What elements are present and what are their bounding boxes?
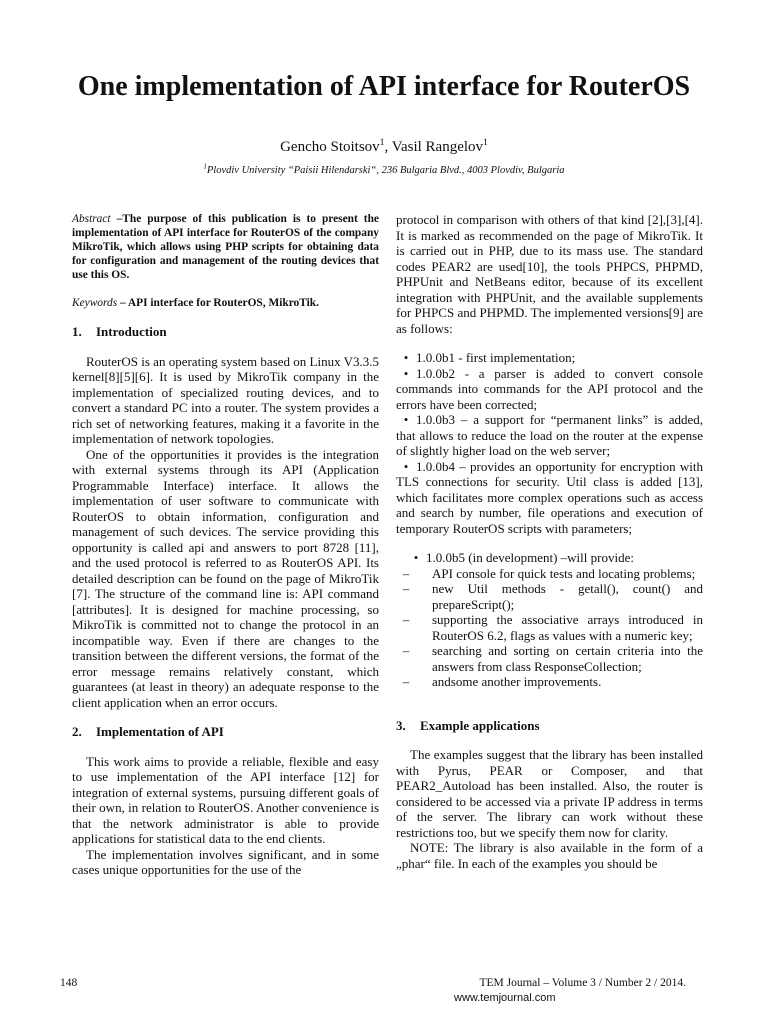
bullet-mark: • — [403, 350, 409, 365]
paragraph: protocol in comparison with others of that kind [2],[3],[4]. It is marked as recommended on the page of MikroTik. It is carried out in PHP, due to its mass use. The standard codes PEAR2 are used[10], the tools PHPCS, PHPMD, PHPUnit and NetBeans editor, because of its excellent integration with PHPUnit, and the available supplements for PHPCS and PHPMD. The implemented versions[9] are as follows: — [396, 212, 703, 336]
section-number: 2. — [72, 724, 82, 739]
abstract — [72, 212, 379, 282]
section-heading-examples — [396, 718, 703, 734]
keywords — [72, 296, 379, 310]
bullet-mark: • — [413, 550, 419, 565]
journal-url: www.temjournal.com — [454, 992, 556, 1004]
list-item-text: andsome another improvements. — [432, 674, 602, 689]
list-item-text: 1.0.0b2 - a parser is added to convert console commands into commands for the API protocol and the errors have been corrected; — [396, 365, 703, 412]
dash-mark: – — [402, 581, 410, 596]
keywords-label: Keywords — [72, 297, 118, 309]
left-column — [72, 212, 379, 878]
list-item-text: supporting the associative arrays introduced in RouterOS 6.2, flags as values with a numeric key; — [432, 612, 703, 643]
right-column — [396, 212, 703, 871]
list-item — [396, 612, 703, 643]
section-number: 3. — [396, 717, 406, 733]
author-line — [60, 138, 708, 156]
paragraph: This work aims to provide a reliable, flexible and easy to use implementation of the API interface [12] for integration of external systems, pursuing different goals of their own, in relation to RouterOS. Another convenience is that the network administrator is able to provide applications for statistical data to the end clients. — [72, 753, 379, 846]
version-list — [396, 350, 703, 536]
list-item-text: 1.0.0b3 – a support for “permanent links” is added, that allows to reduce the load on the router at the expense of slightly higher load on the web server; — [396, 412, 703, 458]
section-heading-implementation — [72, 724, 379, 740]
paper-title: One implementation of API interface for RouterOS — [77, 71, 691, 102]
dash-mark: – — [402, 565, 410, 581]
list-item-text: new Util methods - getall(), count() and prepareScript(); — [432, 581, 703, 612]
author-name: Vasil Rangelov — [391, 139, 484, 155]
abstract-text: –The purpose of this publication is to present the implementation of API interface for RouterOS of the company MikroTik, which allows using PHP scripts for obtaining data for configuration and management of the routing devices that use this OS. — [72, 213, 379, 281]
affiliation-text: Plovdiv University “Paisii Hilendarski“, 236 Bulgaria Blvd., 4003 Plovdiv, Bulgaria — [206, 165, 565, 176]
author-name: Gencho Stoitsov — [280, 139, 380, 155]
dash-mark: – — [402, 674, 410, 689]
list-item — [396, 412, 703, 459]
section-title: Implementation of API — [96, 724, 224, 739]
list-item — [396, 350, 703, 366]
bullet-mark: • — [403, 412, 409, 427]
affiliation-marker: 1 — [379, 137, 385, 148]
list-item-text: 1.0.0b5 (in development) –will provide: — [426, 550, 634, 565]
list-item — [396, 643, 703, 674]
affiliation-marker: 1 — [203, 163, 207, 171]
paragraph: RouterOS is an operating system based on Linux V3.3.5 kernel[8][5][6]. It is used by MikroTik company in the implementation of specialized routing devices, and to convert a standard PC into a router. The system provides a rich set of networking features, making it a favorite in the implementation of network topologies. — [72, 353, 379, 446]
bullet-mark: • — [403, 458, 409, 474]
section-heading-introduction — [72, 324, 379, 340]
list-item-text: searching and sorting on certain criteria into the answers from class ResponseCollection; — [432, 643, 703, 674]
paragraph: The implementation involves significant, and in some cases unique opportunities for the use of the — [72, 846, 379, 877]
list-item — [396, 459, 703, 537]
paragraph: The examples suggest that the library has been installed with Pyrus, PEAR or Composer, and that PEAR2_Autoload has been installed. Also, the router is considered to be accessed via a private IP address in terms of the server. The library can work without these restrictions too, but we specify them now for clarity. — [396, 747, 703, 840]
dash-mark: – — [402, 612, 410, 627]
planned-features-list — [396, 566, 703, 690]
list-item — [396, 674, 703, 690]
keywords-text: – API interface for RouterOS, MikroTik. — [117, 297, 319, 309]
dash-mark: – — [402, 643, 410, 658]
list-item-text: 1.0.0b1 - first implementation; — [416, 350, 576, 365]
bullet-mark: • — [403, 365, 409, 381]
affiliation-marker: 1 — [483, 137, 488, 148]
abstract-label: Abstract — [72, 213, 111, 225]
paragraph: NOTE: The library is also available in the form of a „phar“ file. In each of the examples you should be — [396, 840, 703, 871]
page-number: 148 — [60, 977, 78, 989]
list-item-text: API console for quick tests and locating problems; — [432, 565, 696, 581]
section-title: Example applications — [420, 717, 540, 733]
list-item — [396, 566, 703, 582]
list-item-text: 1.0.0b4 – provides an opportunity for encryption with TLS connections for security. Util class is added [13], which facilitates more complex operations such as access and search by number, file operations and execution of temporary RouterOS scripts with parameters; — [396, 458, 703, 536]
journal-info: TEM Journal – Volume 3 / Number 2 / 2014. — [479, 977, 686, 989]
section-number: 1. — [72, 324, 82, 339]
list-item — [396, 366, 703, 413]
author-separator: , — [384, 139, 392, 155]
list-item — [396, 581, 703, 612]
affiliation — [60, 164, 708, 178]
paragraph: One of the opportunities it provides is the integration with external systems through its API (Application Programmable Interface) interface. It allows the implementation of user software to communicate with RouterOS to obtain information, configuration and management of such devices. The service providing this opportunity is called api and answers to port 8728 [11], and the used protocol is referred to as RouterOS API. Its detailed description can be found on the page of MikroTik [7]. The structure of the command line is: API command [attributes]. It is designed for machine processing, so MikroTik is committed not to change the protocol in an incompatible way. Even if there are changes to the transition between the different versions, the format of the error message remains relatively constant, which guarantees (at least in theory) an adequate response to the client application when an error occurs. — [72, 446, 379, 710]
list-item — [396, 550, 703, 566]
section-title: Introduction — [96, 324, 167, 339]
